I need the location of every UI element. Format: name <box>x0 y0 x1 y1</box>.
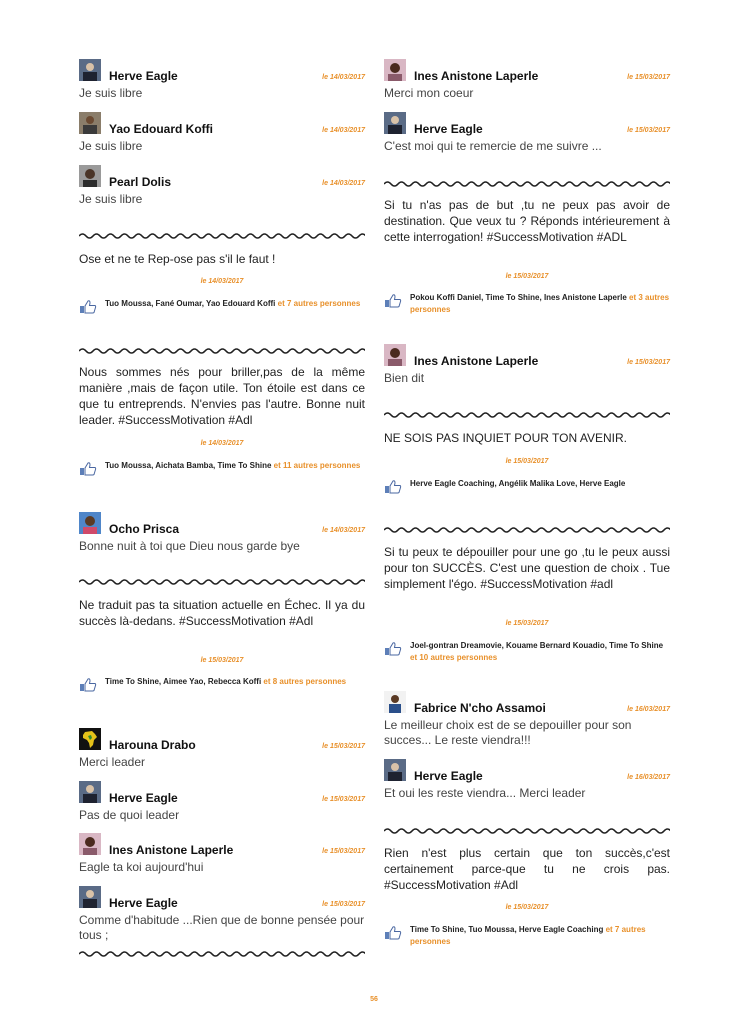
wave-divider <box>384 411 670 419</box>
comment-author[interactable]: Ocho Prisca <box>109 522 180 536</box>
likes-text <box>410 640 672 664</box>
comment-text: Merci mon coeur <box>384 86 474 100</box>
likes-text <box>410 478 672 490</box>
comment-date: le 16/03/2017 <box>627 774 670 781</box>
avatar[interactable] <box>79 112 101 134</box>
like-thumb-icon[interactable] <box>79 678 97 692</box>
comment-author[interactable]: Ines Anistone Laperle <box>109 843 234 857</box>
comment-author[interactable]: Herve Eagle <box>414 769 483 783</box>
comment-author[interactable]: Herve Eagle <box>414 122 483 136</box>
avatar[interactable] <box>384 759 406 781</box>
left-column <box>79 0 365 1024</box>
post-text: Nous sommes nés pour briller,pas de la même manière ,mais de façon utile. Ton étoile est dans ce que tu entreprends. N'envies pas l'autre. Bonne nuit leader. #SuccessMotivation #Adl <box>79 365 365 427</box>
wave-divider <box>384 827 670 835</box>
comment-author[interactable]: Herve Eagle <box>109 896 178 910</box>
post-date: le 14/03/2017 <box>200 278 244 285</box>
comment-date: le 15/03/2017 <box>627 74 670 81</box>
post-date: le 15/03/2017 <box>200 657 244 664</box>
comment-author[interactable]: Ines Anistone Laperle <box>414 69 539 83</box>
comment-text: C'est moi qui te remercie de me suivre ... <box>384 139 602 153</box>
comment-text: Pas de quoi leader <box>79 808 180 822</box>
comment-date: le 15/03/2017 <box>322 743 365 750</box>
like-thumb-icon[interactable] <box>79 462 97 476</box>
comment-text: Le meilleur choix est de se depouiller pour son succes... Le reste viendra!!! <box>384 718 632 747</box>
like-thumb-icon[interactable] <box>384 642 402 656</box>
likes-names[interactable]: Time To Shine, Tuo Moussa, Herve Eagle Coaching <box>410 925 604 934</box>
africa-map-icon[interactable] <box>79 728 101 750</box>
comment-date: le 14/03/2017 <box>322 127 365 134</box>
wave-divider <box>384 180 670 188</box>
post-date: le 15/03/2017 <box>505 904 549 911</box>
likes-more[interactable]: et 3 autres personnes <box>410 293 670 314</box>
like-thumb-icon[interactable] <box>384 480 402 494</box>
comment-date: le 15/03/2017 <box>322 848 365 855</box>
likes-names[interactable]: Tuo Moussa, Aichata Bamba, Time To Shine <box>105 461 272 470</box>
comment-text: Je suis libre <box>79 192 143 206</box>
post-date: le 15/03/2017 <box>505 273 549 280</box>
comment-date: le 14/03/2017 <box>322 527 365 534</box>
wave-divider <box>79 347 365 355</box>
comment-date: le 14/03/2017 <box>322 74 365 81</box>
avatar[interactable] <box>384 112 406 134</box>
comment-author[interactable]: Fabrice N'cho Assamoi <box>414 701 546 715</box>
post-text: NE SOIS PAS INQUIET POUR TON AVENIR. <box>384 431 627 445</box>
like-thumb-icon[interactable] <box>79 300 97 314</box>
avatar[interactable] <box>79 512 101 534</box>
wave-divider <box>384 526 670 534</box>
post-text: Rien n'est plus certain que ton succès,c'est certainement parce-que tu ne crois pas. #SuccessMotivation #Adl <box>384 846 670 892</box>
post-text: Si tu peux te dépouiller pour une go ,tu le peux aussi pour ton SUCCÈS. C'est une question de choix . Tue simplement l'égo. #SuccessMotivation #adl <box>384 545 670 591</box>
wave-divider <box>79 578 365 586</box>
likes-text <box>105 460 367 472</box>
comment-text: Eagle ta koi aujourd'hui <box>79 860 204 874</box>
avatar[interactable] <box>79 781 101 803</box>
like-thumb-icon[interactable] <box>384 926 402 940</box>
likes-text <box>410 292 672 316</box>
likes-more[interactable]: et 11 autres personnes <box>271 461 361 470</box>
like-thumb-icon[interactable] <box>384 294 402 308</box>
likes-more[interactable]: et 7 autres personnes <box>275 299 361 308</box>
likes-names[interactable]: Herve Eagle Coaching, Angélik Malika Love, Herve Eagle <box>410 479 626 488</box>
likes-names[interactable]: Pokou Koffi Daniel, Time To Shine, Ines Anistone Laperle <box>410 293 627 302</box>
likes-names[interactable]: Time To Shine, Aimee Yao, Rebecca Koffi <box>105 677 262 686</box>
avatar[interactable] <box>384 691 406 713</box>
post-date: le 15/03/2017 <box>505 620 549 627</box>
comment-text: Je suis libre <box>79 139 143 153</box>
likes-more[interactable]: et 10 autres personnes <box>410 653 498 662</box>
comment-text: Je suis libre <box>79 86 143 100</box>
avatar[interactable] <box>79 886 101 908</box>
comment-date: le 14/03/2017 <box>322 180 365 187</box>
likes-text <box>105 298 367 310</box>
comment-author[interactable]: Yao Edouard Koffi <box>109 122 214 136</box>
avatar[interactable] <box>79 59 101 81</box>
likes-more[interactable]: et 8 autres personnes <box>261 677 347 686</box>
comment-date: le 15/03/2017 <box>322 901 365 908</box>
likes-text <box>105 676 367 688</box>
comment-text: Bonne nuit à toi que Dieu nous garde bye <box>79 539 300 553</box>
comment-text: Merci leader <box>79 755 146 769</box>
post-date: le 15/03/2017 <box>505 458 549 465</box>
right-column <box>384 0 670 1024</box>
comment-author[interactable]: Herve Eagle <box>109 791 178 805</box>
comment-date: le 15/03/2017 <box>627 359 670 366</box>
post-text: Si tu n'as pas de but ,tu ne peux pas avoir de destination. Que veux tu ? Réponds intérieurement à cette interrogation! #SuccessMotivation #ADL <box>384 198 670 244</box>
likes-names[interactable]: Tuo Moussa, Fané Oumar, Yao Edouard Koffi <box>105 299 276 308</box>
comment-author[interactable]: Ines Anistone Laperle <box>414 354 539 368</box>
comment-author[interactable]: Pearl Dolis <box>109 175 172 189</box>
comment-text: Comme d'habitude ...Rien que de bonne pensée pour tous ; <box>79 913 365 942</box>
post-text: Ose et ne te Rep-ose pas s'il le faut ! <box>79 252 276 266</box>
comment-date: le 15/03/2017 <box>322 796 365 803</box>
comment-author[interactable]: Harouna Drabo <box>109 738 196 752</box>
post-date: le 14/03/2017 <box>200 440 244 447</box>
comment-date: le 15/03/2017 <box>627 127 670 134</box>
likes-names[interactable]: Joel-gontran Dreamovie, Kouame Bernard Kouadio, Time To Shine <box>410 641 664 650</box>
comment-date: le 16/03/2017 <box>627 706 670 713</box>
likes-text <box>410 924 672 948</box>
wave-divider <box>79 232 365 240</box>
avatar[interactable] <box>79 833 101 855</box>
avatar[interactable] <box>384 59 406 81</box>
avatar[interactable] <box>384 344 406 366</box>
comment-text: Bien dit <box>384 371 425 385</box>
avatar[interactable] <box>79 165 101 187</box>
comment-text: Et oui les reste viendra... Merci leader <box>384 786 586 800</box>
post-text: Ne traduit pas ta situation actuelle en Échec. Il ya du succès là-dedans. #SuccessMotivation #Adl <box>79 598 365 628</box>
comment-author[interactable]: Herve Eagle <box>109 69 178 83</box>
likes-more[interactable]: et 7 autres personnes <box>410 925 646 946</box>
wave-divider <box>79 950 365 958</box>
page-number: 56 <box>370 996 378 1003</box>
